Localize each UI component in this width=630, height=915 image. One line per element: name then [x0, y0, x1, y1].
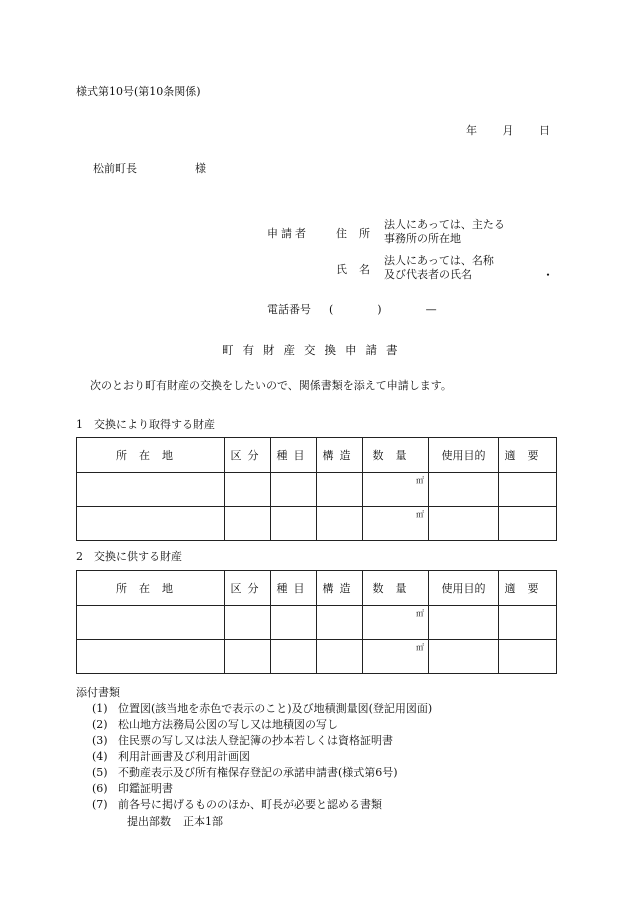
phone-label: 電話番号: [267, 303, 311, 316]
attachments-list: [92, 701, 432, 813]
form-number: 様式第10号(第10条関係): [76, 85, 201, 98]
cell-type[interactable]: [271, 507, 317, 541]
addressee-honorific: 様: [195, 162, 206, 175]
cell-category[interactable]: [225, 507, 271, 541]
cell-purpose[interactable]: [429, 640, 499, 674]
cell-location[interactable]: [77, 507, 225, 541]
address-note: 法人にあっては、主たる 事務所の所在地: [384, 218, 505, 245]
list-item: (7) 前各号に掲げるもののほか、町長が必要と認める書類: [92, 798, 382, 811]
addressee-name: 松前町長: [93, 162, 137, 175]
cell-type[interactable]: [271, 640, 317, 674]
header-remarks: 適要: [499, 438, 557, 473]
header-location: 所在地: [77, 571, 225, 606]
cell-purpose[interactable]: [429, 606, 499, 640]
date-month: 月: [502, 124, 514, 137]
table-row: [77, 640, 557, 674]
header-category: 区分: [225, 438, 271, 473]
list-item: (5) 不動産表示及び所有権保存登記の承諾申請書(様式第6号): [92, 766, 398, 779]
section2-title: 2 交換に供する財産: [76, 550, 182, 563]
header-quantity: 数量: [363, 438, 429, 473]
phone-dash: —: [425, 303, 437, 316]
cell-structure[interactable]: [317, 473, 363, 507]
header-category: 区分: [225, 571, 271, 606]
name-label: 氏 名: [336, 263, 370, 276]
table-header-row: [77, 571, 557, 606]
area-unit: ㎡: [416, 510, 424, 519]
cell-category[interactable]: [225, 640, 271, 674]
cell-category[interactable]: [225, 473, 271, 507]
cell-purpose[interactable]: [429, 473, 499, 507]
table-row: [77, 473, 557, 507]
provided-property-table: [76, 570, 557, 674]
phone-line: [267, 301, 437, 317]
submission-label: 提出部数: [127, 815, 171, 828]
list-item: (6) 印鑑証明書: [92, 782, 173, 795]
date-line: [466, 122, 550, 138]
cell-remarks[interactable]: [499, 606, 557, 640]
list-item: (1) 位置図(該当地を赤色で表示のこと)及び地積測量図(登記用図面): [92, 702, 433, 715]
submission-count: [127, 813, 223, 829]
cell-quantity[interactable]: [363, 473, 429, 507]
date-day: 日: [539, 124, 550, 137]
header-type: 種目: [271, 571, 317, 606]
cell-structure[interactable]: [317, 606, 363, 640]
submission-value: 正本1部: [183, 815, 223, 828]
list-item: (4) 利用計画書及び利用計画図: [92, 750, 250, 763]
header-type: 種目: [271, 438, 317, 473]
area-unit: ㎡: [416, 643, 424, 652]
list-item: (3) 住民票の写し又は法人登記簿の抄本若しくは資格証明書: [92, 734, 393, 747]
table-header-row: [77, 438, 557, 473]
cell-type[interactable]: [271, 606, 317, 640]
cell-location[interactable]: [77, 473, 225, 507]
applicant-label: 申請者: [267, 227, 309, 240]
section1-title: 1 交換により取得する財産: [76, 418, 215, 431]
header-purpose: 使用目的: [429, 571, 499, 606]
name-note: 法人にあっては、名称 及び代表者の氏名: [384, 254, 494, 281]
cell-remarks[interactable]: [499, 507, 557, 541]
acquired-property-table: [76, 437, 557, 541]
area-unit: ㎡: [416, 476, 424, 485]
intro-text: 次のとおり町有財産の交換をしたいので、関係書類を添えて申請します。: [90, 379, 452, 392]
seal-mark: ・: [542, 268, 555, 282]
table-row: [77, 507, 557, 541]
cell-category[interactable]: [225, 606, 271, 640]
cell-purpose[interactable]: [429, 507, 499, 541]
area-unit: ㎡: [416, 609, 424, 618]
cell-type[interactable]: [271, 473, 317, 507]
cell-structure[interactable]: [317, 507, 363, 541]
list-item: (2) 松山地方法務局公図の写し又は地積図の写し: [92, 718, 338, 731]
cell-remarks[interactable]: [499, 473, 557, 507]
cell-remarks[interactable]: [499, 640, 557, 674]
cell-structure[interactable]: [317, 640, 363, 674]
cell-location[interactable]: [77, 606, 225, 640]
phone-open-paren: (: [329, 303, 334, 316]
phone-close-paren: ): [377, 303, 382, 316]
header-structure: 構造: [317, 571, 363, 606]
addressee: [93, 160, 206, 176]
header-structure: 構造: [317, 438, 363, 473]
address-label: 住 所: [336, 227, 370, 240]
cell-quantity[interactable]: [363, 606, 429, 640]
header-remarks: 適要: [499, 571, 557, 606]
cell-location[interactable]: [77, 640, 225, 674]
document-title: 町有財産交換申請書: [222, 343, 407, 357]
date-year: 年: [466, 124, 477, 137]
cell-quantity[interactable]: [363, 640, 429, 674]
header-purpose: 使用目的: [429, 438, 499, 473]
header-location: 所在地: [77, 438, 225, 473]
table-row: [77, 606, 557, 640]
attachments-title: 添付書類: [76, 686, 120, 699]
cell-quantity[interactable]: [363, 507, 429, 541]
header-quantity: 数量: [363, 571, 429, 606]
